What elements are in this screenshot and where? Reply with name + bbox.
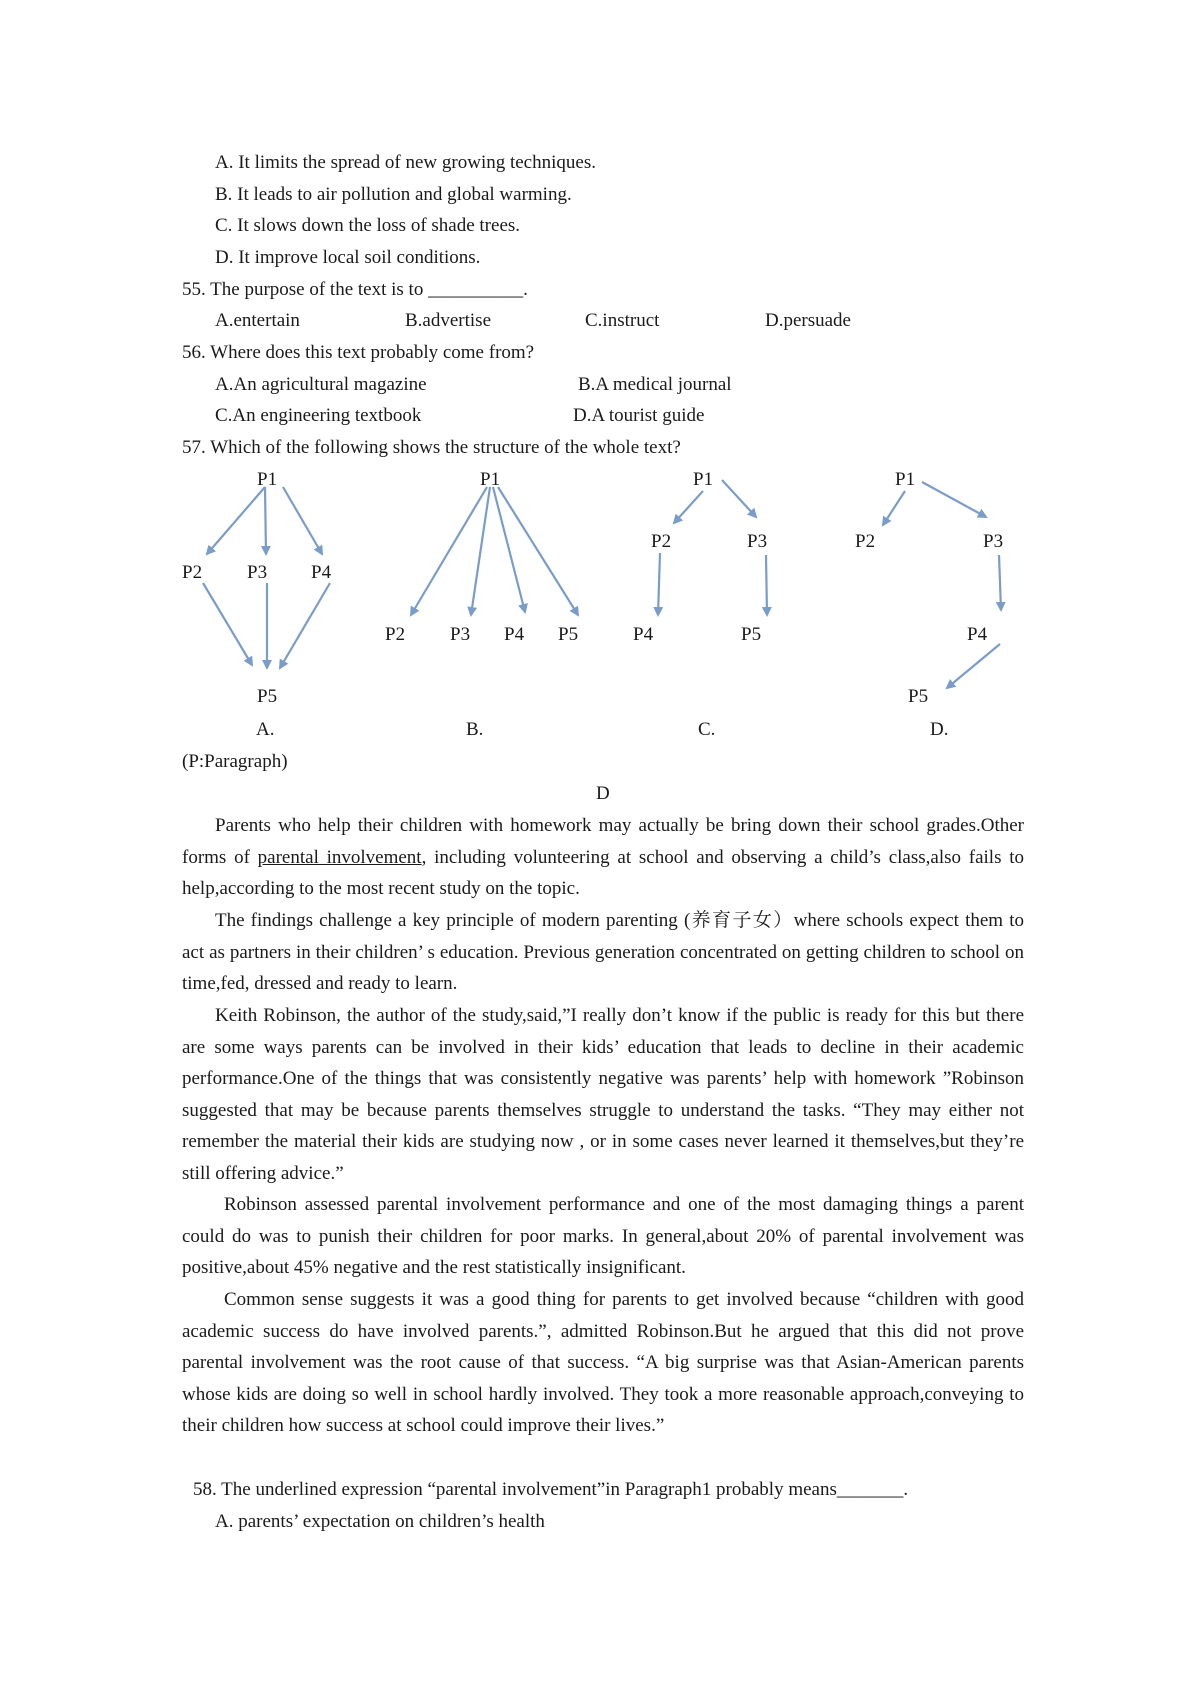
underlined-expression: parental involvement (257, 846, 422, 868)
passage-paragraph-2: The findings challenge a key principle of modern parenting (养育子女）where schools expect them to act as partners in their children’ s education. Previous generation concentrated on getting children to school on time,fed, dressed and ready to learn. (182, 910, 1024, 995)
diagram-a-arrow-p1-p3 (265, 487, 266, 554)
q56-option-d: D.A tourist guide (573, 405, 705, 426)
diagram-a-arrow-p4-p5 (280, 583, 330, 668)
diagram-d-arrow-p1-p2 (883, 491, 905, 525)
q55-option-c: C.instruct (585, 310, 660, 331)
diagram-a-p1: P1 (257, 469, 278, 490)
diagram-a-label: A. (256, 719, 275, 740)
diagram-d-p1: P1 (895, 469, 916, 490)
passage-paragraph-4: Robinson assessed parental involvement performance and one of the most damaging things a parent could do was to punish their children for poor marks. In general,about 20% of parental involvement was positive,about 45% negative and the rest statistically insignificant. (182, 1194, 1024, 1279)
q54-option-a: A. It limits the spread of new growing techniques. (215, 152, 596, 173)
diagram-a-p5: P5 (257, 686, 278, 707)
q54-option-c: C. It slows down the loss of shade trees. (215, 215, 521, 236)
q56-option-c: C.An engineering textbook (215, 405, 422, 426)
diagram-d-p5: P5 (908, 686, 929, 707)
diagram-a-arrow-p1-p2 (207, 487, 265, 554)
q56-stem: 56. Where does this text probably come from? (182, 342, 535, 363)
diagram-c-arrow-p1-p3 (722, 480, 756, 517)
q55-option-a: A.entertain (215, 310, 300, 331)
structure-diagrams (170, 460, 1050, 720)
paragraph-1-text-start: Parents who help their children with homework may actually be bring down their school grades.Other forms of (182, 815, 1024, 868)
diagram-d-arrow-p1-p3 (922, 482, 986, 517)
passage-paragraph-1 (182, 810, 1024, 905)
diagram-c-arrow-p2-p4 (658, 553, 660, 615)
diagram-c-label: C. (698, 719, 716, 740)
diagram-b-p3: P3 (450, 624, 471, 645)
diagram-d (855, 469, 1003, 707)
diagram-c-p5: P5 (741, 624, 762, 645)
q56-option-b: B.A medical journal (578, 374, 732, 395)
q55-stem: 55. The purpose of the text is to __________. (182, 279, 528, 300)
diagram-a-p4: P4 (311, 562, 332, 583)
diagram-c-p2: P2 (651, 531, 672, 552)
diagram-a-arrow-p1-p4 (283, 487, 322, 554)
diagram-c-p3: P3 (747, 531, 768, 552)
diagram-a-p3: P3 (247, 562, 268, 583)
diagram-a-p2: P2 (182, 562, 203, 583)
q54-option-d: D. It improve local soil conditions. (215, 247, 481, 268)
diagram-b-p1: P1 (480, 469, 501, 490)
passage-paragraph-3: Keith Robinson, the author of the study,said,”I really don’t know if the public is ready for this but there are some ways parents can be involved in their kids’ education that leads to decline in their academic performance.One of the things that was consistently negative was parents’ help with homework ”Robinson suggested that may be because parents themselves struggle to understand the tasks. “They may either not remember the material their kids are studying now , or in some cases never learned it themselves,but they’re still offering advice.” (182, 1005, 1024, 1184)
diagram-d-p2: P2 (855, 531, 876, 552)
paragraph-1-text-end: , including volunteering at school and observing a child’s class,also fails to help,according to the most recent study on the topic. (182, 846, 1024, 900)
diagram-c (633, 469, 767, 645)
diagram-d-p3: P3 (983, 531, 1004, 552)
diagram-b-label: B. (466, 719, 484, 740)
passage-paragraph-5: Common sense suggests it was a good thing for parents to get involved because “children with good academic success do have involved parents.”, admitted Robinson.But he argued that this did not prove parental involvement was the root cause of that success. “A big surprise was that Asian-American parents whose kids are doing so well in school hardly involved. They took a more reasonable approach,conveying to their children how success at school could improve their lives.” (182, 1289, 1024, 1437)
q58-option-a: A. parents’ expectation on children’s health (215, 1511, 545, 1532)
diagram-b-arrow-p1-p3 (471, 487, 490, 615)
diagram-d-arrow-p4-p5 (947, 644, 1000, 688)
diagram-b (385, 469, 578, 645)
diagram-c-p1: P1 (693, 469, 714, 490)
diagram-d-p4: P4 (967, 624, 988, 645)
diagram-d-arrow-p3-p4 (999, 555, 1001, 610)
diagram-b-p2: P2 (385, 624, 406, 645)
q55-option-b: B.advertise (405, 310, 492, 331)
q58-stem: 58. The underlined expression “parental involvement”in Paragraph1 probably means_______. (193, 1479, 909, 1500)
diagram-b-p5: P5 (558, 624, 579, 645)
diagram-c-arrow-p1-p2 (674, 491, 703, 523)
diagram-d-label: D. (930, 719, 949, 740)
diagram-c-p4: P4 (633, 624, 654, 645)
q57-stem: 57. Which of the following shows the structure of the whole text? (182, 437, 681, 458)
passage-heading: D (596, 783, 610, 804)
q54-option-b: B. It leads to air pollution and global warming. (215, 184, 572, 205)
diagram-b-p4: P4 (504, 624, 525, 645)
diagram-a-arrow-p2-p5 (203, 583, 252, 665)
q56-option-a: A.An agricultural magazine (215, 374, 427, 395)
diagram-a (182, 469, 332, 707)
q55-option-d: D.persuade (765, 310, 851, 331)
paragraph-note: (P:Paragraph) (182, 751, 288, 772)
diagram-c-arrow-p3-p5 (766, 555, 767, 615)
diagram-b-arrow-p1-p2 (411, 487, 487, 615)
